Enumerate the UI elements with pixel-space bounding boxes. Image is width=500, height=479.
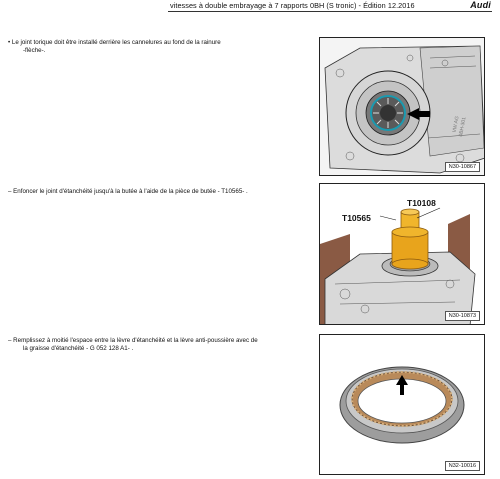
- seal-ring-illustration: [320, 335, 485, 475]
- figure-oring-groove: [319, 37, 485, 176]
- step-2-line-1: – Enfoncer le joint d'étanchéité jusqu'à la butée à l'aide de la pièce de butée - T10565- .: [8, 188, 248, 195]
- figure-id-label: N30-10873: [445, 311, 480, 321]
- step-2-text: [8, 188, 248, 196]
- brand-logo: Audi: [470, 0, 491, 10]
- transmission-housing-illustration: [320, 38, 485, 176]
- step-1-line-2: -flèche-.: [23, 47, 46, 54]
- step-3-text: [8, 337, 258, 353]
- svg-text:0BH-301: 0BH-301: [458, 116, 468, 138]
- tool-press-illustration: [320, 184, 485, 325]
- figure-seal-grease: [319, 334, 485, 475]
- svg-text:VW AG: VW AG: [451, 115, 461, 133]
- tool-label-t10565: T10565: [342, 213, 371, 223]
- figure-seal-installation: [319, 183, 485, 325]
- header-rule: [168, 11, 492, 12]
- step-3-line-1: – Remplissez à moitié l'espace entre la lèvre d'étanchéité et la lèvre anti-poussière avec de: [8, 337, 258, 344]
- document-title: vitesses à double embrayage à 7 rapports 0BH (S tronic) - Édition 12.2016: [170, 1, 415, 10]
- step-1-text: [8, 39, 221, 55]
- tool-label-t10108: T10108: [407, 198, 436, 208]
- page-header: [0, 0, 500, 14]
- figure-id-label: N30-10867: [445, 162, 480, 172]
- figure-id-label: N32-10016: [445, 461, 480, 471]
- step-3-line-2: la graisse d'étanchéité - G 052 128 A1- .: [23, 345, 134, 352]
- step-1-line-1: • Le joint torique doit être installé derrière les cannelures au fond de la rainure: [8, 39, 221, 46]
